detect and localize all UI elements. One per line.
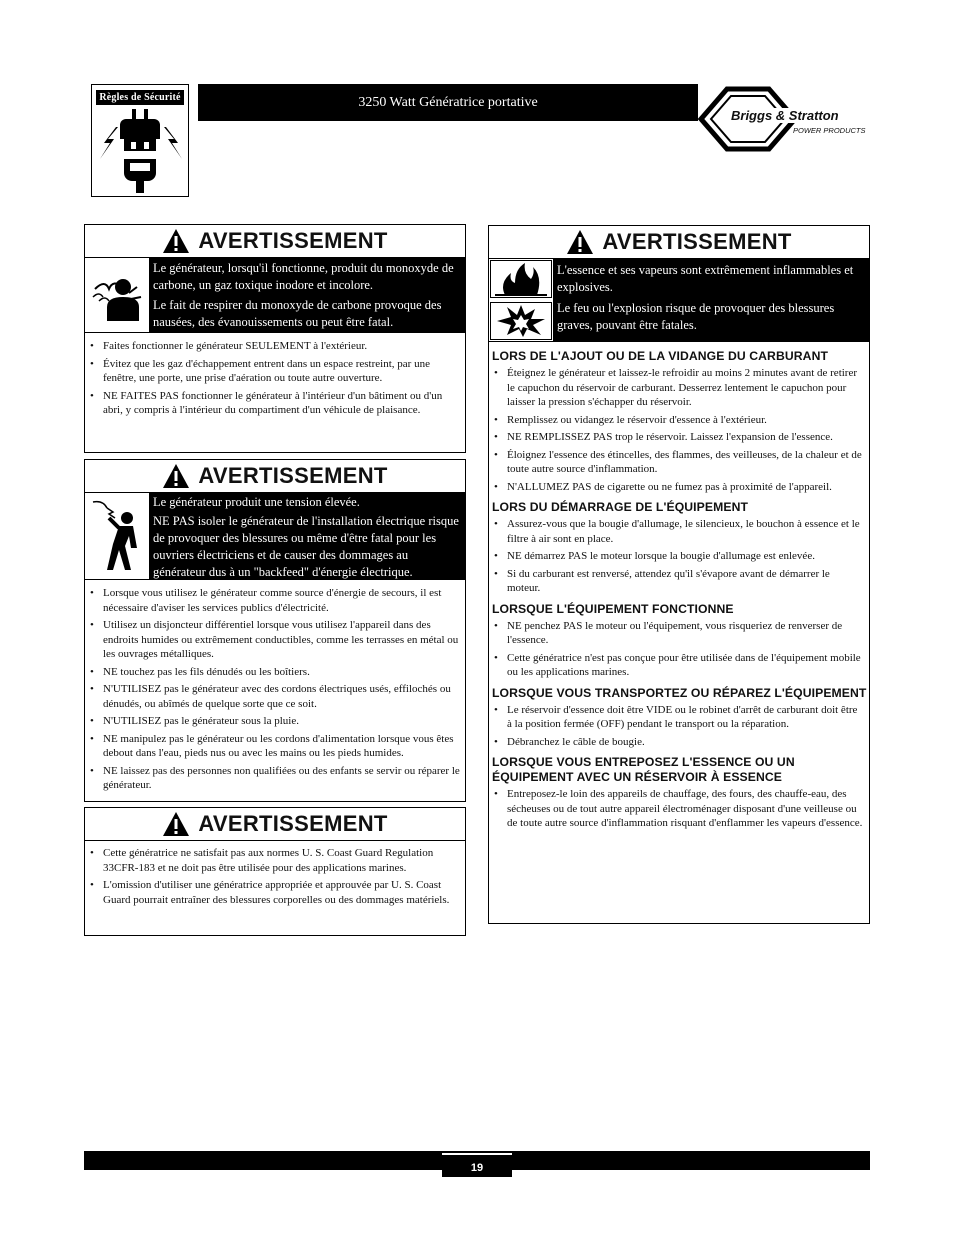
list-item: • NE manipulez pas le générateur ou les cordons d'alimentation lorsque vous êtes debout dans l'eau, pieds nus ou avec les mains ou les pieds humides. — [85, 732, 461, 761]
hazard-panel — [85, 492, 465, 580]
explosion-icon — [490, 302, 552, 340]
bullet-list — [489, 703, 869, 750]
section-heading: LORSQUE L'ÉQUIPEMENT FONCTIONNE — [492, 601, 734, 616]
list-item: • N'ALLUMEZ PAS de cigarette ou ne fumez pas à proximité de l'appareil. — [489, 480, 865, 495]
list-item: • Faites fonctionner le générateur SEULEMENT à l'extérieur. — [85, 339, 461, 354]
hazard-panel — [85, 257, 465, 333]
list-item: • Remplissez ou vidangez le réservoir d'essence à l'extérieur. — [489, 413, 865, 428]
page-number: 19 — [442, 1153, 512, 1177]
hazard-text — [149, 258, 465, 332]
section-heading: LORSQUE VOUS TRANSPORTEZ OU RÉPAREZ L'ÉQUIPEMENT — [492, 685, 867, 700]
warning-header — [489, 226, 869, 258]
list-item: • Assurez-vous que la bougie d'allumage, le silencieux, le bouchon à essence et le filtre à air sont en place. — [489, 517, 865, 546]
hazard-line: L'essence et ses vapeurs sont extrêmement inflammables et explosives. — [557, 263, 854, 294]
fire-icon — [490, 260, 552, 298]
electric-plug-icon — [96, 107, 184, 193]
warning-title: AVERTISSEMENT — [198, 463, 388, 488]
warning-box-fuel — [488, 225, 870, 924]
bullet-list — [85, 339, 465, 418]
brand-name: Briggs & Stratton — [731, 108, 839, 123]
warning-triangle-icon — [162, 811, 190, 837]
list-item: • NE FAITES PAS fonctionner le générateur à l'intérieur d'un bâtiment ou d'un abri, y compris à l'intérieur du compartiment d'un véhicule de plaisance. — [85, 389, 461, 418]
list-item: • NE laissez pas des personnes non qualifiées ou des enfants se servir ou réparer le générateur. — [85, 764, 461, 793]
hazard-line: Le feu ou l'explosion risque de provoquer des blessures graves, pouvant être fatales. — [557, 301, 835, 332]
toxic-fumes-icon — [85, 258, 149, 332]
bullet-list — [489, 517, 869, 596]
warning-box-carbon-monoxide — [84, 224, 466, 453]
list-item: • Débranchez le câble de bougie. — [489, 735, 865, 750]
list-item: • Le réservoir d'essence doit être VIDE ou le robinet d'arrêt de carburant doit être à la position fermée (OFF) pendant le transport ou la réparation. — [489, 703, 865, 732]
bullet-list — [489, 787, 869, 831]
list-item: • Éteignez le générateur et laissez-le refroidir au moins 2 minutes avant de retirer le capuchon du réservoir de carburant. Desserrez lentement le capuchon pour laisser la pression s'échapper du réservoir. — [489, 366, 865, 410]
document-title: 3250 Watt Génératrice portative — [198, 84, 698, 121]
list-item: • Éloignez l'essence des étincelles, des flammes, des veilleuses, de la chaleur et de toute autre source d'inflammation. — [489, 448, 865, 477]
fire-explosion-icons — [489, 259, 553, 341]
warning-header — [85, 808, 465, 841]
list-item: • Évitez que les gaz d'échappement entrent dans un espace restreint, par une fenêtre, une porte, une prise d'aération ou toute autre ouverture. — [85, 357, 461, 386]
section-heading: LORS DU DÉMARRAGE DE L'ÉQUIPEMENT — [492, 500, 749, 514]
electrocution-icon — [85, 493, 149, 579]
section-heading: LORS DE L'AJOUT OU DE LA VIDANGE DU CARBURANT — [492, 349, 829, 363]
safety-rules-label: Règles de Sécurité — [96, 90, 184, 105]
list-item: • Cette génératrice n'est pas conçue pour être utilisée dans de l'équipement mobile ou les applications marines. — [489, 651, 865, 680]
bullet-list — [85, 586, 465, 793]
bullet-list — [85, 846, 465, 907]
hazard-line: Le fait de respirer du monoxyde de carbone provoque des nausées, des évanouissements ou peut être fatal. — [153, 298, 442, 329]
warning-header — [85, 225, 465, 257]
warning-box-marine — [84, 807, 466, 936]
warning-box-high-voltage — [84, 459, 466, 802]
hazard-line: Le générateur, lorsqu'il fonctionne, produit du monoxyde de carbone, un gaz toxique inodore et incolore. — [153, 261, 454, 292]
section-heading: LORSQUE VOUS ENTREPOSEZ L'ESSENCE OU UN ÉQUIPEMENT AVEC UN RÉSERVOIR À ESSENCE — [492, 755, 795, 784]
list-item: • Entreposez-le loin des appareils de chauffage, des fours, des chauffe-eau, des sécheuses ou de tout autre appareil électroménager disposant d'une veilleuse ou de toute autre source d'inflammation risquant d'enflammer les vapeurs d'essence. — [489, 787, 865, 831]
list-item: • Si du carburant est renversé, attendez qu'il s'évapore avant de démarrer le moteur. — [489, 567, 865, 596]
warning-title: AVERTISSEMENT — [602, 229, 792, 254]
hazard-line: Le générateur produit une tension élevée. — [153, 495, 360, 509]
list-item: • NE touchez pas les fils dénudés ou les boîtiers. — [85, 665, 461, 680]
list-item: • Utilisez un disjoncteur différentiel lorsque vous utilisez l'appareil dans des endroits humides ou extrêmement conductibles, comme les terrasses en métal ou les ouvrages métalliques. — [85, 618, 461, 662]
warning-header — [85, 460, 465, 492]
list-item: • NE penchez PAS le moteur ou l'équipement, vous risqueriez de renverser de l'essence. — [489, 619, 865, 648]
bullet-list — [489, 366, 869, 494]
hazard-panel — [489, 258, 869, 342]
list-item: • Cette génératrice ne satisfait pas aux normes U. S. Coast Guard Regulation 33CFR-183 et ne doit pas être utilisée pour des applications marines. — [85, 846, 461, 875]
warning-title: AVERTISSEMENT — [198, 811, 388, 836]
brand-subtitle: POWER PRODUCTS — [793, 126, 866, 135]
hazard-text — [149, 493, 465, 579]
hazard-line: NE PAS isoler le générateur de l'installation électrique risque de provoquer des blessures ou même d'être fatal pour les ouvriers électriciens et de causer des dommages au générateur dus à un "backfeed" d'énergie électrique. — [153, 514, 459, 579]
warning-title: AVERTISSEMENT — [198, 228, 388, 253]
safety-rules-logo — [91, 84, 189, 197]
warning-triangle-icon — [162, 463, 190, 489]
hazard-text — [553, 259, 869, 341]
warning-triangle-icon — [566, 229, 594, 255]
brand-logo — [697, 83, 872, 153]
bullet-list — [489, 619, 869, 680]
list-item: • NE démarrez PAS le moteur lorsque la bougie d'allumage est enlevée. — [489, 549, 865, 564]
warning-triangle-icon — [162, 228, 190, 254]
list-item: • N'UTILISEZ pas le générateur sous la pluie. — [85, 714, 461, 729]
list-item: • NE REMPLISSEZ PAS trop le réservoir. Laissez l'expansion de l'essence. — [489, 430, 865, 445]
list-item: • N'UTILISEZ pas le générateur avec des cordons électriques usés, effilochés ou dénudés, ou abîmés de quelque sorte que ce soit. — [85, 682, 461, 711]
list-item: • L'omission d'utiliser une génératrice appropriée et approuvée par U. S. Coast Guard pourrait entraîner des blessures corporelles ou des dommages matériels. — [85, 878, 461, 907]
list-item: • Lorsque vous utilisez le générateur comme source d'énergie de secours, il est nécessaire d'aviser les services publics d'électricité. — [85, 586, 461, 615]
